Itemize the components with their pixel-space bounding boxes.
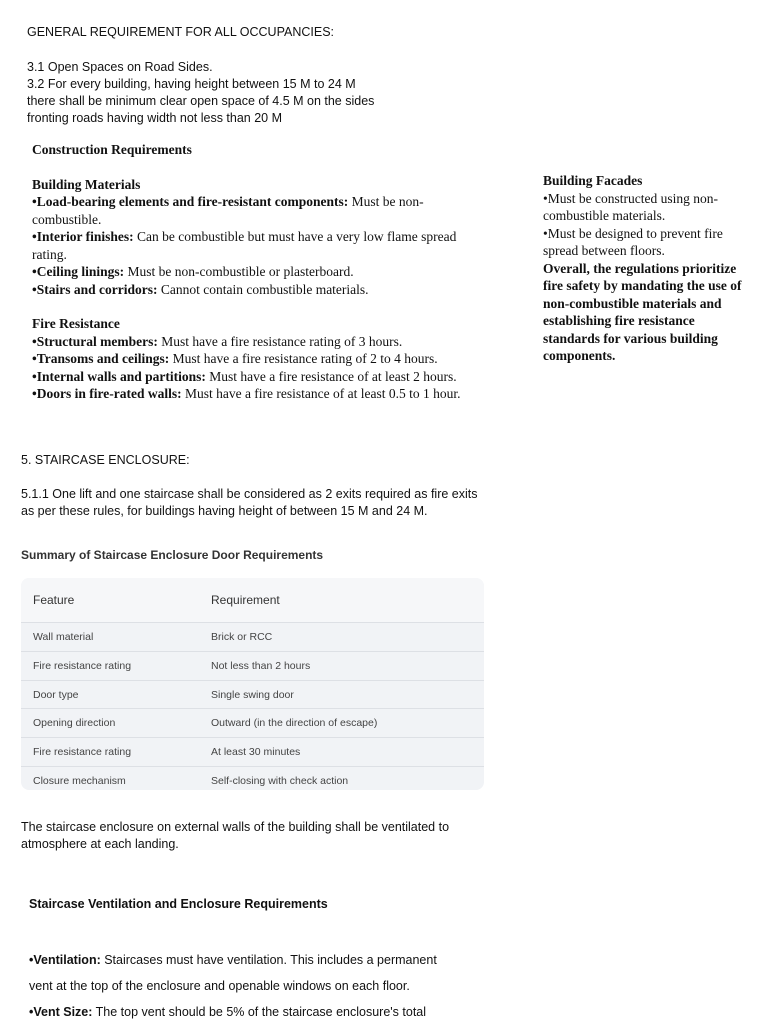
facades-line: •Must be constructed using non- <box>543 190 718 206</box>
general-title: GENERAL REQUIREMENT FOR ALL OCCUPANCIES: <box>27 25 335 39</box>
facades-summary-line: establishing fire resistance <box>543 313 695 328</box>
ventilation-heading: Staircase Ventilation and Enclosure Requirements <box>29 897 328 911</box>
staircase-para-line: 5.1.1 One lift and one staircase shall be considered as 2 exits required as fire exits <box>21 487 478 501</box>
materials-item: •Stairs and corridors: Cannot contain combustible materials. <box>32 281 369 297</box>
facades-line: •Must be designed to prevent fire <box>543 225 723 241</box>
general-line-3: there shall be minimum clear open space of 4.5 M on the sides <box>27 94 375 108</box>
fire-item: •Structural members: Must have a fire resistance rating of 3 hours. <box>32 333 403 349</box>
facades-line: combustible materials. <box>543 208 666 223</box>
general-line-4: fronting roads having width not less than 20 M <box>27 111 283 125</box>
facades-summary-line: non-combustible materials and <box>543 295 722 311</box>
requirements-table <box>21 578 484 790</box>
construction-section <box>32 141 502 403</box>
ventilation-item: •Ventilation: Staircases must have ventilation. This includes a permanent <box>29 953 437 967</box>
ventilation-item-cont: vent at the top of the enclosure and openable windows on each floor. <box>29 979 410 993</box>
staircase-section <box>21 452 478 520</box>
table-cell: Fire resistance rating <box>33 659 132 672</box>
facades-summary-line: Overall, the regulations prioritize <box>543 260 737 276</box>
facades-heading: Building Facades <box>543 173 643 188</box>
table-cell: Closure mechanism <box>33 774 126 787</box>
table-row <box>21 737 484 766</box>
vent-paragraph-line: atmosphere at each landing. <box>21 837 179 851</box>
summary-title: Summary of Staircase Enclosure Door Requirements <box>21 548 324 562</box>
materials-item: •Load-bearing elements and fire-resistant components: Must be non- <box>32 194 424 209</box>
materials-item: •Ceiling linings: Must be non-combustible or plasterboard. <box>32 264 354 279</box>
table-cell: Fire resistance rating <box>33 746 132 759</box>
construction-heading: Construction Requirements <box>32 142 192 157</box>
fire-item: •Doors in fire-rated walls: Must have a fire resistance of at least 0.5 to 1 hour. <box>32 386 461 401</box>
table-header <box>21 578 484 622</box>
staircase-para-line: as per these rules, for buildings having height of between 15 M and 24 M. <box>21 504 428 518</box>
table-header-feature: Feature <box>33 593 75 607</box>
vent-paragraph-line: The staircase enclosure on external walls of the building shall be ventilated to <box>21 820 450 834</box>
table-header-requirement: Requirement <box>211 593 280 607</box>
fire-item: •Internal walls and partitions: Must have a fire resistance of at least 2 hours. <box>32 368 457 384</box>
vent-paragraph <box>21 819 449 853</box>
table-cell: Door type <box>33 688 79 701</box>
table-cell: Not less than 2 hours <box>211 659 311 672</box>
general-line-2: 3.2 For every building, having height between 15 M to 24 M <box>27 77 356 91</box>
fire-resistance-heading: Fire Resistance <box>32 316 120 331</box>
general-line-1: 3.1 Open Spaces on Road Sides. <box>27 60 213 74</box>
fire-item: •Transoms and ceilings: Must have a fire resistance rating of 2 to 4 hours. <box>32 351 438 366</box>
table-row <box>21 651 484 680</box>
ventilation-item: •Vent Size: The top vent should be 5% of the staircase enclosure's total <box>29 1005 427 1019</box>
table-cell: Single swing door <box>211 688 294 701</box>
facades-section <box>543 172 763 365</box>
ventilation-list <box>29 947 437 1025</box>
general-section <box>27 24 374 127</box>
materials-item-cont: rating. <box>32 246 67 262</box>
table-row <box>21 766 484 790</box>
facades-summary-line: components. <box>543 348 616 363</box>
materials-item-cont: combustible. <box>32 211 102 227</box>
table-row <box>21 708 484 737</box>
table-cell: Opening direction <box>33 717 116 730</box>
table-cell: At least 30 minutes <box>211 746 301 759</box>
table-row <box>21 622 484 651</box>
facades-summary-line: standards for various building <box>543 330 718 346</box>
table-cell: Brick or RCC <box>211 631 273 643</box>
table-cell: Self-closing with check action <box>211 774 349 787</box>
facades-line: spread between floors. <box>543 243 665 258</box>
facades-summary-line: fire safety by mandating the use of <box>543 278 742 293</box>
table-row <box>21 680 484 709</box>
materials-heading: Building Materials <box>32 176 141 192</box>
table-cell: Outward (in the direction of escape) <box>211 717 378 730</box>
table-cell: Wall material <box>33 631 94 643</box>
materials-item: •Interior finishes: Can be combustible but must have a very low flame spread <box>32 229 457 244</box>
staircase-title: 5. STAIRCASE ENCLOSURE: <box>21 453 190 467</box>
